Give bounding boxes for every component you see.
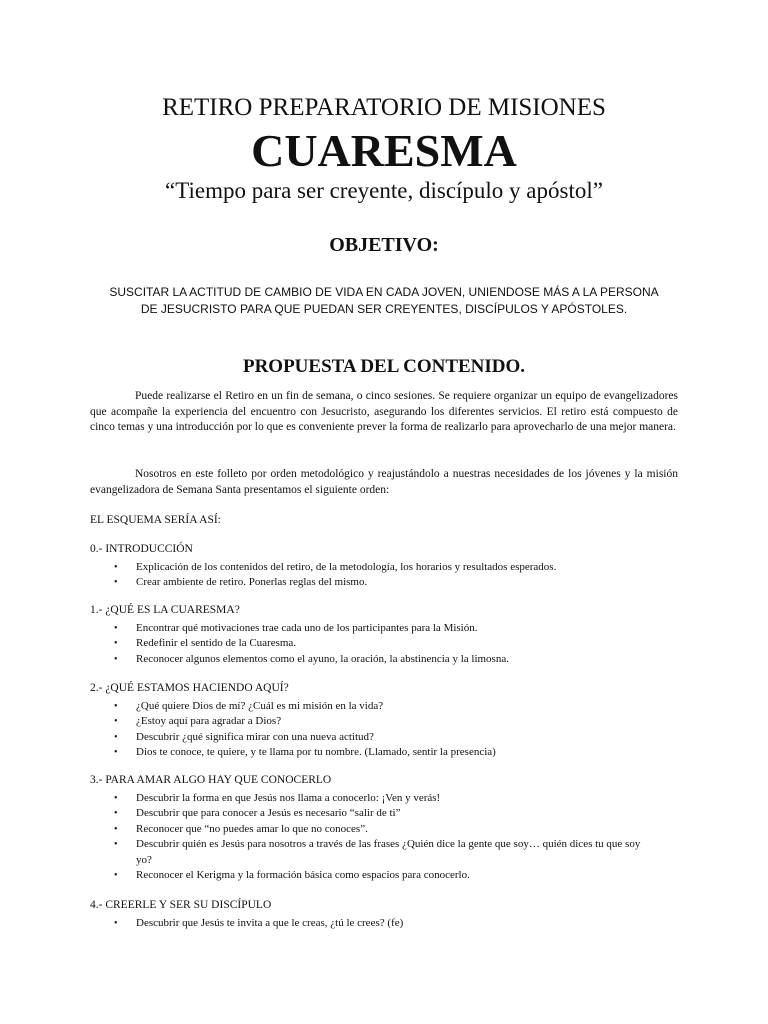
paragraph-1 bbox=[90, 389, 678, 436]
bullet-icon: • bbox=[114, 792, 118, 804]
bullet-list bbox=[90, 791, 690, 884]
list-item bbox=[90, 916, 656, 932]
proposal-heading: PROPUESTA DEL CONTENIDO. bbox=[242, 356, 526, 377]
bullet-list bbox=[90, 699, 690, 761]
list-item-text: ¿Qué quiere Dios de mí? ¿Cuál es mi misión en la vida? bbox=[136, 699, 384, 712]
paragraph-1-text: Puede realizarse el Retiro en un fin de semana, o cinco sesiones. Se requiere organizar un equipo de evangelizadores que acompañe la experiencia del encuentro con Jesucristo, asegurando los diferentes servicios. El retiro está compuesto de cinco temas y una introducción por lo que es conveniente prever la forma de realizarlo para aprovecharlo de una mejor manera. bbox=[90, 390, 678, 433]
objective-heading: OBJETIVO: bbox=[329, 234, 439, 256]
list-item bbox=[90, 636, 656, 652]
list-item-text: Descubrir que para conocer a Jesús es necesario “salir de ti” bbox=[136, 807, 401, 819]
list-item-text: Descubrir quién es Jesús para nosotros a través de las frases ¿Quién dice la gente que soy… quién dices tu que soy yo? bbox=[136, 838, 641, 866]
list-item bbox=[90, 745, 656, 761]
bullet-icon: • bbox=[114, 870, 118, 881]
section-title: 1.- ¿QUÉ ES LA CUARESMA? bbox=[90, 604, 240, 616]
section-introduccion bbox=[90, 542, 690, 591]
objective-text bbox=[90, 284, 678, 318]
objective-line-2: DE JESUCRISTO PARA QUE PUEDAN SER CREYENTES, DISCÍPULOS Y APÓSTOLES. bbox=[140, 302, 628, 316]
list-item-text: Dios te conoce, te quiere, y te llama por tu nombre. (Llamado, sentir la presencia) bbox=[136, 746, 496, 758]
paragraph-2 bbox=[90, 467, 678, 498]
bullet-icon: • bbox=[114, 638, 118, 649]
list-item-text: Descubrir que Jesús te invita a que le creas, ¿tú le crees? (fe) bbox=[136, 916, 404, 929]
list-item bbox=[90, 868, 656, 884]
list-item-text: Descubrir ¿qué significa mirar con una nueva actitud? bbox=[136, 730, 374, 743]
list-item bbox=[90, 837, 656, 868]
bullet-icon: • bbox=[114, 823, 118, 835]
bullet-icon: • bbox=[114, 917, 118, 929]
list-item-text: ¿Estoy aquí para agradar a Dios? bbox=[136, 715, 282, 727]
paragraph-2-text: Nosotros en este folleto por orden metodológico y reajustándolo a nuestras necesidades de los jóvenes y la misión evangelizadora de Semana Santa presentamos el siguiente orden: bbox=[90, 468, 678, 496]
bullet-icon: • bbox=[114, 731, 118, 743]
list-item bbox=[90, 652, 656, 668]
list-item-text: Reconocer que “no puedes amar lo que no conoces”. bbox=[136, 822, 368, 835]
list-item bbox=[90, 822, 656, 838]
section-title: 2.- ¿QUÉ ESTAMOS HACIENDO AQUÍ? bbox=[90, 682, 289, 694]
bullet-icon: • bbox=[114, 653, 118, 665]
list-item-text: Reconocer algunos elementos como el ayuno, la oración, la abstinencia y la limosna. bbox=[136, 652, 509, 665]
bullet-icon: • bbox=[114, 700, 118, 712]
list-item bbox=[90, 699, 656, 715]
list-item-text: Crear ambiente de retiro. Ponerlas reglas del mismo. bbox=[136, 576, 368, 588]
list-item bbox=[90, 714, 656, 730]
bullet-list bbox=[90, 621, 690, 668]
list-item-text: Reconocer el Kerigma y la formación básica como espacios para conocerlo. bbox=[136, 869, 470, 881]
subtitle: “Tiempo para ser creyente, discípulo y apóstol” bbox=[165, 178, 603, 203]
list-item-text: Descubrir la forma en que Jesús nos llama a conocerlo: ¡Ven y verás! bbox=[136, 791, 441, 804]
section-creerle bbox=[90, 898, 690, 931]
bullet-icon: • bbox=[114, 747, 118, 758]
section-title: 3.- PARA AMAR ALGO HAY QUE CONOCERLO bbox=[90, 774, 332, 786]
bullet-icon: • bbox=[114, 808, 118, 819]
bullet-icon: • bbox=[114, 622, 118, 634]
list-item-text: Redefinir el sentido de la Cuaresma. bbox=[136, 637, 297, 649]
list-item bbox=[90, 730, 656, 746]
list-item bbox=[90, 806, 656, 822]
list-item bbox=[90, 791, 656, 807]
section-que-es-la-cuaresma bbox=[90, 603, 690, 667]
bullet-icon: • bbox=[114, 577, 118, 588]
bullet-list bbox=[90, 560, 690, 591]
bullet-list bbox=[90, 916, 690, 932]
section-que-estamos-haciendo bbox=[90, 681, 690, 761]
objective-line-1: SUSCITAR LA ACTITUD DE CAMBIO DE VIDA EN CADA JOVEN, UNIENDOSE MÁS A LA PERSONA bbox=[109, 285, 659, 299]
bullet-icon: • bbox=[114, 561, 118, 573]
list-item bbox=[90, 560, 656, 576]
list-item bbox=[90, 575, 656, 591]
bullet-icon: • bbox=[114, 716, 118, 727]
section-title: 4.- CREERLE Y SER SU DISCÍPULO bbox=[90, 899, 272, 911]
main-title: CUARESMA bbox=[251, 125, 517, 176]
retreat-title: RETIRO PREPARATORIO DE MISIONES bbox=[162, 94, 606, 121]
list-item-text: Encontrar qué motivaciones trae cada uno de los participantes para la Misión. bbox=[136, 621, 478, 634]
list-item bbox=[90, 621, 656, 637]
list-item-text: Explicación de los contenidos del retiro, de la metodología, los horarios y resultados esperados. bbox=[136, 560, 557, 573]
scheme-label: EL ESQUEMA SERÍA ASÍ: bbox=[90, 514, 221, 526]
bullet-icon: • bbox=[114, 839, 118, 850]
section-title: 0.- INTRODUCCIÓN bbox=[90, 543, 193, 555]
section-para-amar-algo bbox=[90, 773, 690, 884]
